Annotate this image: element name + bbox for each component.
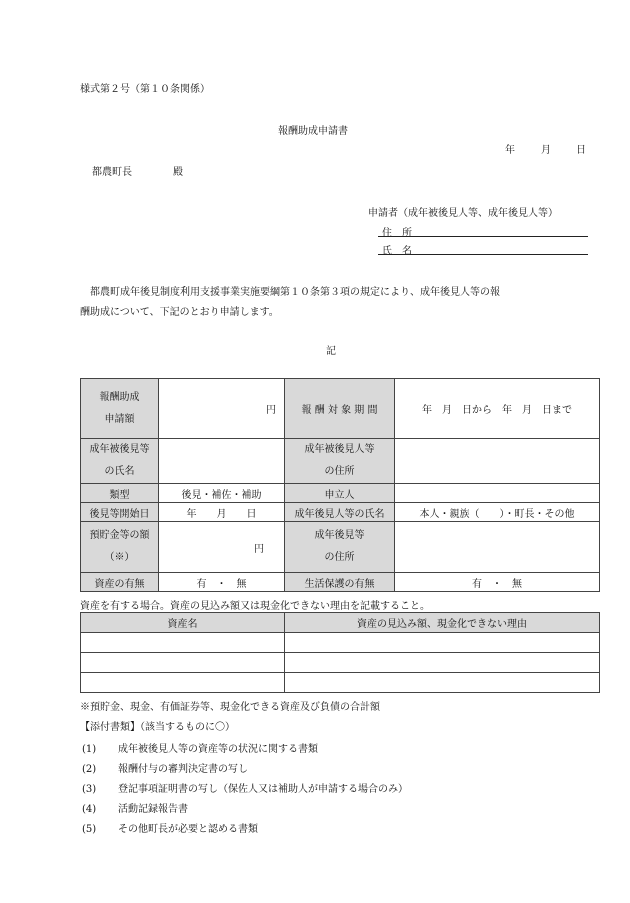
fee-amount-label: 報酬助成 申請額: [81, 379, 159, 439]
address-field-line[interactable]: [378, 236, 588, 237]
attachment-item-4: [82, 800, 188, 815]
ward-address-label: 成年被後見人等 の住所: [285, 439, 395, 484]
start-date-label: 後見等開始日: [81, 503, 159, 522]
petitioner-cell[interactable]: [395, 484, 600, 503]
asset-reason-cell[interactable]: [285, 653, 600, 673]
welfare-label: 生活保護の有無: [285, 573, 395, 592]
attachment-num: (4): [82, 804, 97, 815]
ward-name-cell[interactable]: [159, 439, 285, 484]
attachment-num: (1): [82, 744, 97, 755]
ki-heading: 記: [326, 346, 336, 357]
applicant-heading: 申請者（成年被後見人等、成年後見人等）: [368, 208, 558, 219]
name-field-line[interactable]: [378, 254, 588, 255]
attachment-text: 報酬付与の審判決定書の写し: [118, 764, 248, 775]
petitioner-value[interactable]: 本人・親族（ ）・町長・その他: [395, 503, 600, 522]
date-year-label: 年: [505, 145, 515, 156]
guardian-address-label: 成年後見等 の住所: [285, 522, 395, 573]
asset-table: [80, 612, 600, 693]
savings-label: 預貯金等の額 （※）: [81, 522, 159, 573]
attachment-item-1: [82, 740, 318, 755]
main-table: [80, 378, 600, 592]
asset-reason-header: 資産の見込み額、現金化できない理由: [285, 613, 600, 633]
applicant-address-label: 住 所: [382, 228, 412, 239]
body-text-line-1: 都農町成年後見制度利用支援事業実施要綱第１０条第３項の規定により、成年後見人等の報: [90, 287, 500, 298]
guardian-address-cell[interactable]: [395, 522, 600, 573]
fee-amount-cell[interactable]: [159, 379, 285, 439]
date-month-label: 月: [541, 145, 551, 156]
body-text-line-2: 酬助成について、下記のとおり申請します。: [80, 307, 279, 318]
petitioner-label: 申立人: [285, 484, 395, 503]
attachment-num: (3): [82, 784, 97, 795]
attachment-item-2: [82, 760, 248, 775]
attachment-item-3: [82, 780, 408, 795]
attachment-text: 成年被後見人等の資産等の状況に関する書類: [118, 744, 318, 755]
applicant-name-label: 氏 名: [382, 246, 412, 257]
asset-note: 資産を有する場合。資産の見込み額又は現金化できない理由を記載すること。: [80, 601, 430, 612]
asset-name-cell[interactable]: [81, 653, 285, 673]
asset-reason-cell[interactable]: [285, 673, 600, 693]
type-label: 類型: [81, 484, 159, 503]
asset-name-header: 資産名: [81, 613, 285, 633]
period-label: 報 酬 対 象 期 間: [285, 379, 395, 439]
savings-cell[interactable]: [159, 522, 285, 573]
attachments-heading: 【添付書類】（該当するものに〇）: [80, 722, 235, 733]
form-number: 様式第２号（第１０条関係）: [80, 84, 210, 95]
assets-value[interactable]: 有 ・ 無: [159, 573, 285, 592]
savings-yen-unit: 円: [254, 543, 264, 555]
asset-name-cell[interactable]: [81, 673, 285, 693]
addressee-name: 都農町長: [92, 167, 132, 178]
ward-name-label: 成年被後見等 の氏名: [81, 439, 159, 484]
yen-unit: 円: [266, 405, 276, 416]
attachment-text: 登記事項証明書の写し（保佐人又は補助人が申請する場合のみ）: [118, 784, 408, 795]
footnote: ※預貯金、現金、有価証券等、現金化できる資産及び負債の合計額: [80, 702, 380, 713]
type-value[interactable]: 後見・補佐・補助: [159, 484, 285, 503]
form-title: 報酬助成申請書: [278, 126, 348, 137]
start-date-value[interactable]: 年 月 日: [159, 503, 285, 522]
attachment-text: その他町長が必要と認める書類: [118, 824, 258, 835]
ward-address-cell[interactable]: [395, 439, 600, 484]
addressee-honorific: 殿: [173, 167, 183, 178]
attachment-num: (5): [82, 824, 97, 835]
attachment-num: (2): [82, 764, 97, 775]
guardian-name-label: 成年後見人等の氏名: [285, 503, 395, 522]
attachment-text: 活動記録報告書: [118, 804, 188, 815]
period-value[interactable]: 年 月 日から 年 月 日まで: [395, 379, 600, 439]
asset-reason-cell[interactable]: [285, 633, 600, 653]
welfare-value[interactable]: 有 ・ 無: [395, 573, 600, 592]
date-day-label: 日: [576, 145, 586, 156]
asset-name-cell[interactable]: [81, 633, 285, 653]
attachment-item-5: [82, 820, 258, 835]
assets-label: 資産の有無: [81, 573, 159, 592]
